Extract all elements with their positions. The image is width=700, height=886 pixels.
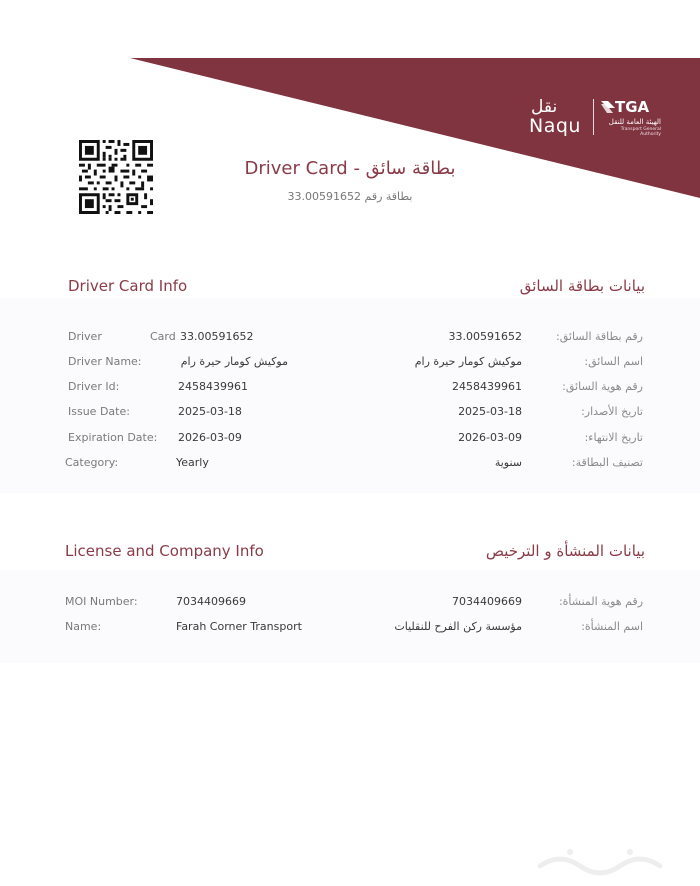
card-number-subtitle: بطاقة رقم 33.00591652 [287,190,413,203]
field-value-en: 2026-03-09 [178,431,242,444]
expiration-date-row [0,431,700,447]
company-section-heading-ar: بيانات المنشأة و الترخيص [485,542,645,560]
field-value-en: 2025-03-18 [178,405,242,418]
field-label-en: Issue Date: [68,405,130,418]
field-label-ar: رقم هوية المنشأة: [558,595,643,608]
issue-date-row [0,405,700,421]
field-value-en: موكيش كومار حيرة رام [180,355,288,368]
field-label-ar: اسم المنشأة: [581,620,643,633]
company-section-heading-en: License and Company Info [65,542,264,560]
field-label-ar: رقم بطاقة السائق: [556,330,643,343]
field-value-ar: 2458439961 [452,380,522,393]
field-value-ar: 7034409669 [452,595,522,608]
field-label-ar: تاريخ الانتهاء: [584,431,643,444]
field-value-ar: سنوية [494,456,522,469]
naqu-logo: Naqu [529,115,581,137]
field-label-ar: اسم السائق: [584,355,643,368]
field-label-en: Expiration Date: [68,431,158,444]
field-label-ar: تصنيف البطاقة: [571,456,643,469]
moi-number-row [0,595,700,611]
field-label-en: Driver [68,330,102,343]
tga-arabic-name: الهيئة العامة للنقل [608,118,661,126]
driver-id-row [0,380,700,396]
field-label-en: Driver Id: [68,380,120,393]
driver-section-heading-ar: بيانات بطاقة السائق [519,277,645,295]
field-label-en: MOI Number: [65,595,138,608]
field-value-en: 2458439961 [178,380,248,393]
field-value-ar: 2026-03-09 [458,431,522,444]
field-label-ar: تاريخ الأصدار: [581,405,643,418]
watermark-logo [530,840,690,880]
driver-name-row [0,355,700,371]
field-label-en-extra: Card [150,330,176,343]
qr-code [79,140,153,214]
field-label-ar: رقم هوية السائق: [562,380,643,393]
page-title: Driver Card - بطاقة سائق [244,158,456,179]
field-label-en: Driver Name: [68,355,142,368]
logo-group [525,95,665,140]
field-value-en: Yearly [176,456,209,469]
field-value-en: Farah Corner Transport [176,620,302,633]
field-value-ar: 2025-03-18 [458,405,522,418]
field-value-ar: موكيش كومار حيرة رام [414,355,522,368]
field-value-ar: 33.00591652 [448,330,522,343]
naqu-logo-arabic: نقل [531,97,558,117]
company-name-row [0,620,700,636]
company-section [0,570,700,663]
logo-divider [593,99,594,135]
tga-english-name: Transport General Authority [620,127,661,137]
field-value-en: 33.00591652 [180,330,254,343]
category-row [0,456,700,472]
field-value-en: 7034409669 [176,595,246,608]
field-label-en: Name: [65,620,102,633]
driver-card-row [0,330,700,346]
field-value-ar: مؤسسة ركن الفرح للنقليات [394,620,522,633]
tga-emblem-icon [601,101,615,115]
field-label-en: Category: [65,456,119,469]
tga-logo: TGA [615,98,650,116]
driver-section-heading-en: Driver Card Info [68,277,188,295]
